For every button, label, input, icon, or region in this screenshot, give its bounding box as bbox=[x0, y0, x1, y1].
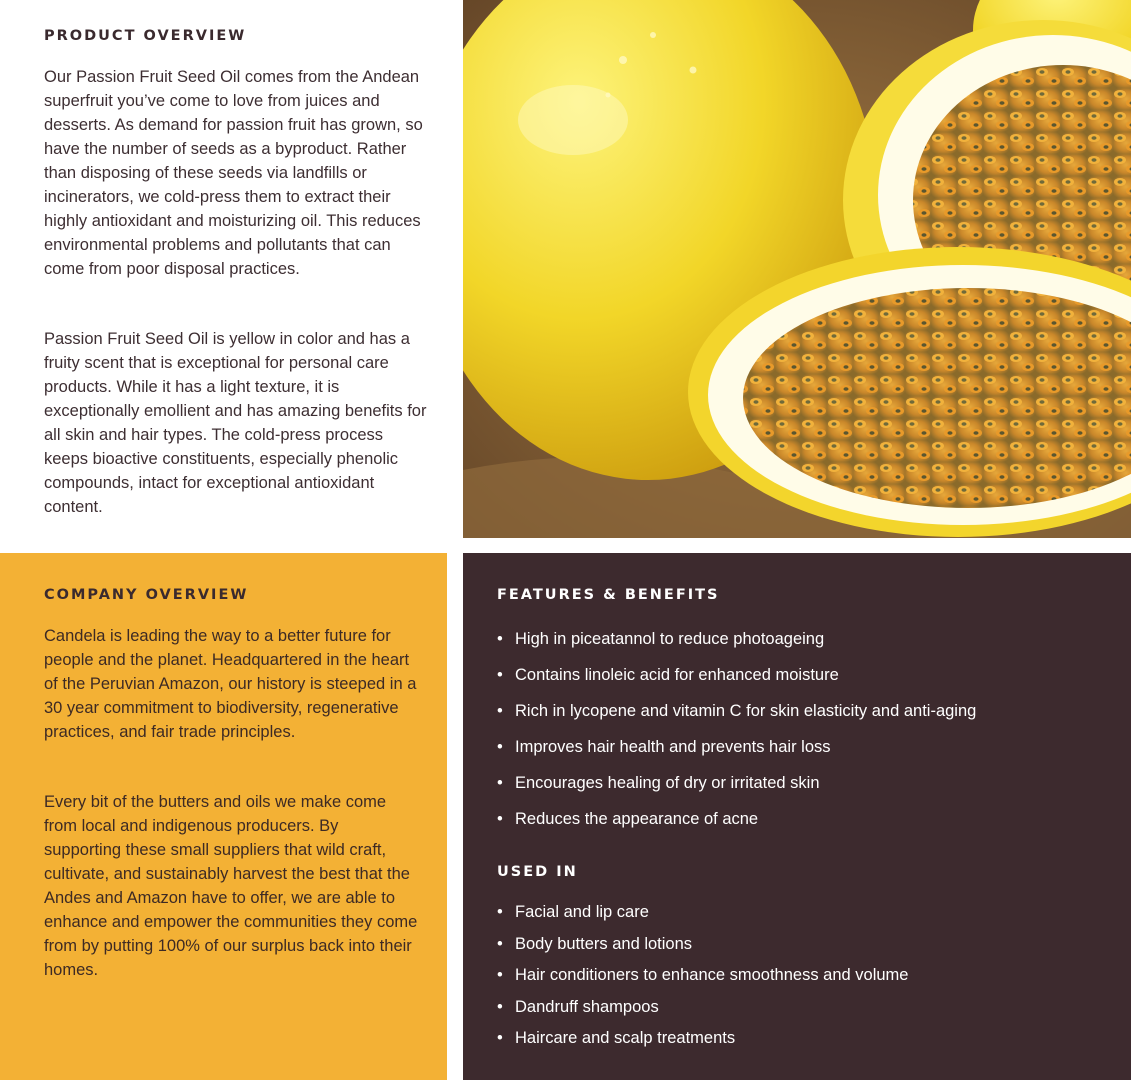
feature-item bbox=[497, 808, 1117, 844]
features-list bbox=[497, 628, 1117, 844]
feature-text: Encourages healing of dry or irritated skin bbox=[515, 774, 820, 792]
product-overview-paragraph-1: Our Passion Fruit Seed Oil comes from the Andean superfruit you’ve come to love from juices and desserts. As demand for passion fruit has grown, so have the number of seeds as a byproduct. Rather than disposing of these seeds via landfills or incinerators, we cold-press them to extract their highly antioxidant and moisturizing oil. This reduces environmental problems and pollutants that can come from poor disposal practices. bbox=[44, 68, 423, 278]
used-in-list bbox=[497, 901, 1117, 1059]
used-in-text: Dandruff shampoos bbox=[515, 997, 659, 1016]
product-overview-paragraph-2: Passion Fruit Seed Oil is yellow in color and has a fruity scent that is exceptional for personal care products. While it has a light texture, it is exceptionally emollient and has amazing benefits for all skin and hair types. The cold-press process keeps bioactive constituents, especially phenolic compounds, intact for exceptional antioxidant content. bbox=[44, 330, 427, 516]
feature-text: Improves hair health and prevents hair loss bbox=[515, 738, 831, 756]
feature-item bbox=[497, 772, 1117, 808]
passion-fruit-illustration bbox=[463, 0, 1131, 538]
used-in-text: Hair conditioners to enhance smoothness and volume bbox=[515, 966, 909, 984]
company-overview-paragraph-2: Every bit of the butters and oils we make come from local and indigenous producers. By supporting these small suppliers that wild craft, cultivate, and sustainably harvest the best that the Andes and Amazon have to offer, we are able to enhance and empower the communities they come from by putting 100% of our surplus back into their homes. bbox=[44, 793, 418, 979]
product-overview-section bbox=[0, 0, 463, 553]
company-overview-section bbox=[0, 553, 447, 1080]
used-in-text: Haircare and scalp treatments bbox=[515, 1029, 736, 1047]
product-overview-heading: PRODUCT OVERVIEW bbox=[44, 28, 247, 44]
used-in-item bbox=[497, 1027, 1117, 1059]
used-in-item bbox=[497, 996, 1117, 1028]
bullet-icon: • bbox=[497, 966, 503, 984]
features-benefits-section bbox=[463, 553, 1131, 1080]
bullet-icon: • bbox=[497, 934, 503, 953]
feature-item bbox=[497, 628, 1117, 664]
feature-text: Contains linoleic acid for enhanced moisture bbox=[515, 666, 839, 684]
feature-text: Rich in lycopene and vitamin C for skin elasticity and anti-aging bbox=[515, 702, 977, 720]
used-in-item bbox=[497, 901, 1117, 933]
bullet-icon: • bbox=[497, 630, 503, 648]
bullet-icon: • bbox=[497, 810, 503, 828]
bullet-icon: • bbox=[497, 666, 503, 684]
feature-text: High in piceatannol to reduce photoageing bbox=[515, 630, 825, 648]
company-overview-heading: COMPANY OVERVIEW bbox=[44, 587, 249, 603]
bullet-icon: • bbox=[497, 702, 503, 720]
feature-item bbox=[497, 664, 1117, 700]
bullet-icon: • bbox=[497, 774, 503, 792]
features-benefits-heading: FEATURES & BENEFITS bbox=[497, 587, 720, 603]
company-overview-paragraph-1: Candela is leading the way to a better future for people and the planet. Headquartered in the heart of the Peruvian Amazon, our history is steeped in a 30 year commitment to biodiversity, regenerative practices, and fair trade principles. bbox=[44, 627, 417, 741]
bullet-icon: • bbox=[497, 997, 503, 1016]
feature-text: Reduces the appearance of acne bbox=[515, 810, 759, 828]
used-in-item bbox=[497, 964, 1117, 996]
passion-fruit-photo bbox=[463, 0, 1131, 538]
bullet-icon: • bbox=[497, 903, 503, 921]
feature-item bbox=[497, 736, 1117, 772]
used-in-heading: USED IN bbox=[497, 864, 578, 880]
bullet-icon: • bbox=[497, 738, 503, 756]
used-in-item bbox=[497, 933, 1117, 965]
used-in-text: Body butters and lotions bbox=[515, 934, 693, 953]
bullet-icon: • bbox=[497, 1029, 503, 1047]
used-in-text: Facial and lip care bbox=[515, 903, 649, 921]
feature-item bbox=[497, 700, 1117, 736]
